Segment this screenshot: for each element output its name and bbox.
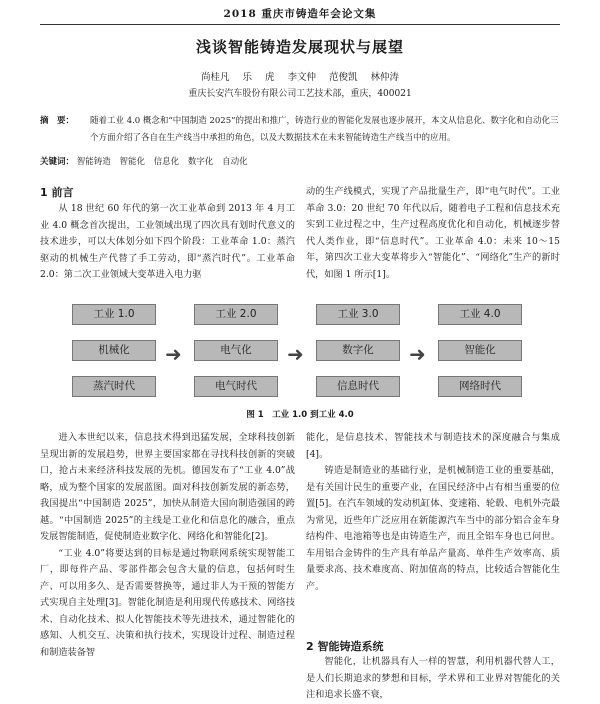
paragraph: 动的生产线模式，实现了产品批量生产，即“电气时代”。工业革命 3.0：20 世纪 70 年代以后，随着电子工程和信息技术充实到工业过程之中，生产过程高度优化和自动化，机械逐步替代人类作业，即“信息时代”。工业革命 4.0：未来 10～15 年，第四次工业大变革将步入“智能化”、“网络化”生产的新时代，如图 1 所示[1]。 — [306, 186, 560, 280]
era-box: 电气时代 — [194, 376, 278, 397]
keyword: 智能化 — [119, 157, 145, 167]
figure-1-caption: 图 1 工业 1.0 到工业 4.0 — [246, 410, 354, 420]
keyword: 智能铸造 — [76, 157, 111, 167]
feature-box: 智能化 — [438, 340, 522, 361]
stage-box: 工业 4.0 — [438, 304, 522, 325]
section-2-text — [306, 654, 560, 704]
section-1-right-column — [306, 184, 560, 283]
paragraph: “工业 4.0”将要达到的目标是通过物联网系统实现智能工厂，即每件产品、零部件都会包含大量的信息，包括何时生产、可以用多久、是否需要替换等，通过非人为干预的智能方式实现自主处理[3]。智能化制造是利用现代传感技术、网络技术、自动化技术、拟人化智能技术等先进技术，通过智能化的感知、人机交互、决策和执行技术，实现设计过程、制造过程和制造装备智 — [40, 547, 295, 658]
keywords — [40, 155, 560, 167]
section-1-left-column — [40, 201, 295, 284]
keywords-label: 关键词： — [40, 157, 75, 167]
paragraph: 进入本世纪以来，信息技术得到迅猛发展，全球科技创新呈现出新的发展趋势，世界主要国家都在寻找科技创新的突破口，抢占未来经济科技发展的先机。德国发布了“工业 4.0”战略，成为整个国家的发展蓝图。面对科技创新发展的新态势，我国提出“中国制造 2025”，加快从制造大国向制造强国的跨越。“中国制造 2025”的主线是工业化和信息化的融合，重点发展智能制造，促使制造业数字化、网络化和智能化[2]。 — [40, 432, 295, 542]
paragraph: 能化，是信息技术、智能技术与制造技术的深度融合与集成[4]。 — [306, 432, 560, 460]
feature-box: 数字化 — [316, 340, 400, 361]
arrow-icon: ➜ — [287, 342, 304, 366]
era-box: 蒸汽时代 — [72, 376, 156, 397]
feature-box: 机械化 — [72, 340, 156, 361]
stage-box: 工业 1.0 — [72, 304, 156, 325]
arrow-icon: ➜ — [409, 342, 426, 366]
keyword: 信息化 — [153, 157, 180, 167]
running-header: 2018 重庆市铸造年会论文集 — [223, 8, 377, 20]
section-2-heading: 2 智能铸造系统 — [306, 640, 384, 653]
arrow-icon: ➜ — [165, 342, 182, 366]
affiliation: 重庆长安汽车股份有限公司工艺技术部，重庆，400021 — [188, 89, 412, 99]
era-box: 信息时代 — [316, 376, 400, 397]
stage-box: 工业 2.0 — [194, 304, 278, 325]
body-left-column — [40, 430, 295, 661]
paragraph: 智能化，让机器具有人一样的智慧，利用机器代替人工，是人们长期追求的梦想和目标，学术界和工业界对智能化的关注和追求长盛不衰， — [306, 656, 560, 700]
feature-box: 电气化 — [194, 340, 278, 361]
authors: 尚桂凡 乐 虎 李文仲 范俊凯 林仲涛 — [200, 72, 400, 83]
keyword: 自动化 — [222, 157, 248, 167]
figure-1 — [72, 300, 528, 402]
abstract-label: 摘 要： — [40, 116, 75, 126]
paper-title: 浅谈智能铸造发展现状与展望 — [195, 38, 404, 56]
abstract — [40, 113, 560, 143]
keyword: 数字化 — [187, 157, 214, 167]
era-box: 网络时代 — [438, 376, 522, 397]
abstract-text: 随着工业 4.0 概念和“中国制造 2025”的提出和推广，铸造行业的智能化发展也逐步展开，本文从信息化、数字化和自动化三个方面介绍了各自在生产线当中承担的角色，以及大数据技术在未来智能铸造生产线当中的应用。 — [90, 116, 559, 143]
body-right-column — [306, 430, 560, 595]
stage-box: 工业 3.0 — [316, 304, 400, 325]
section-1-heading: 1 前言 — [40, 186, 74, 199]
paragraph: 从 18 世纪 60 年代的第一次工业革命到 2013 年 4 月工业 4.0 概念首次提出，工业领域出现了四次具有划时代意义的技术进步，可以大体划分如下四个阶段：工业革命 1.0：蒸汽驱动的机械生产代替了手工劳动，即“蒸汽时代”。工业革命 2.0：第二次工业领域大变革进入电力驱 — [40, 203, 295, 280]
paragraph: 铸造是制造业的基础行业，是机械制造工业的重要基础，是有关国计民生的重要产业，在国民经济中占有相当重要的位置[5]。在汽车领域的发动机缸体、变速箱、轮毂、电机外壳最为常见，近些年广泛应用在新能源汽车当中的部分铝合金车身结构件、电池箱等也是由铸造生产，而且全铝车身也已问世。车用铝合金铸件的生产具有单品产量高、单件生产效率高、质量要求高、技术难度高、附加值高的特点，比较适合智能化生产。 — [306, 465, 560, 592]
header-rule — [40, 24, 560, 25]
